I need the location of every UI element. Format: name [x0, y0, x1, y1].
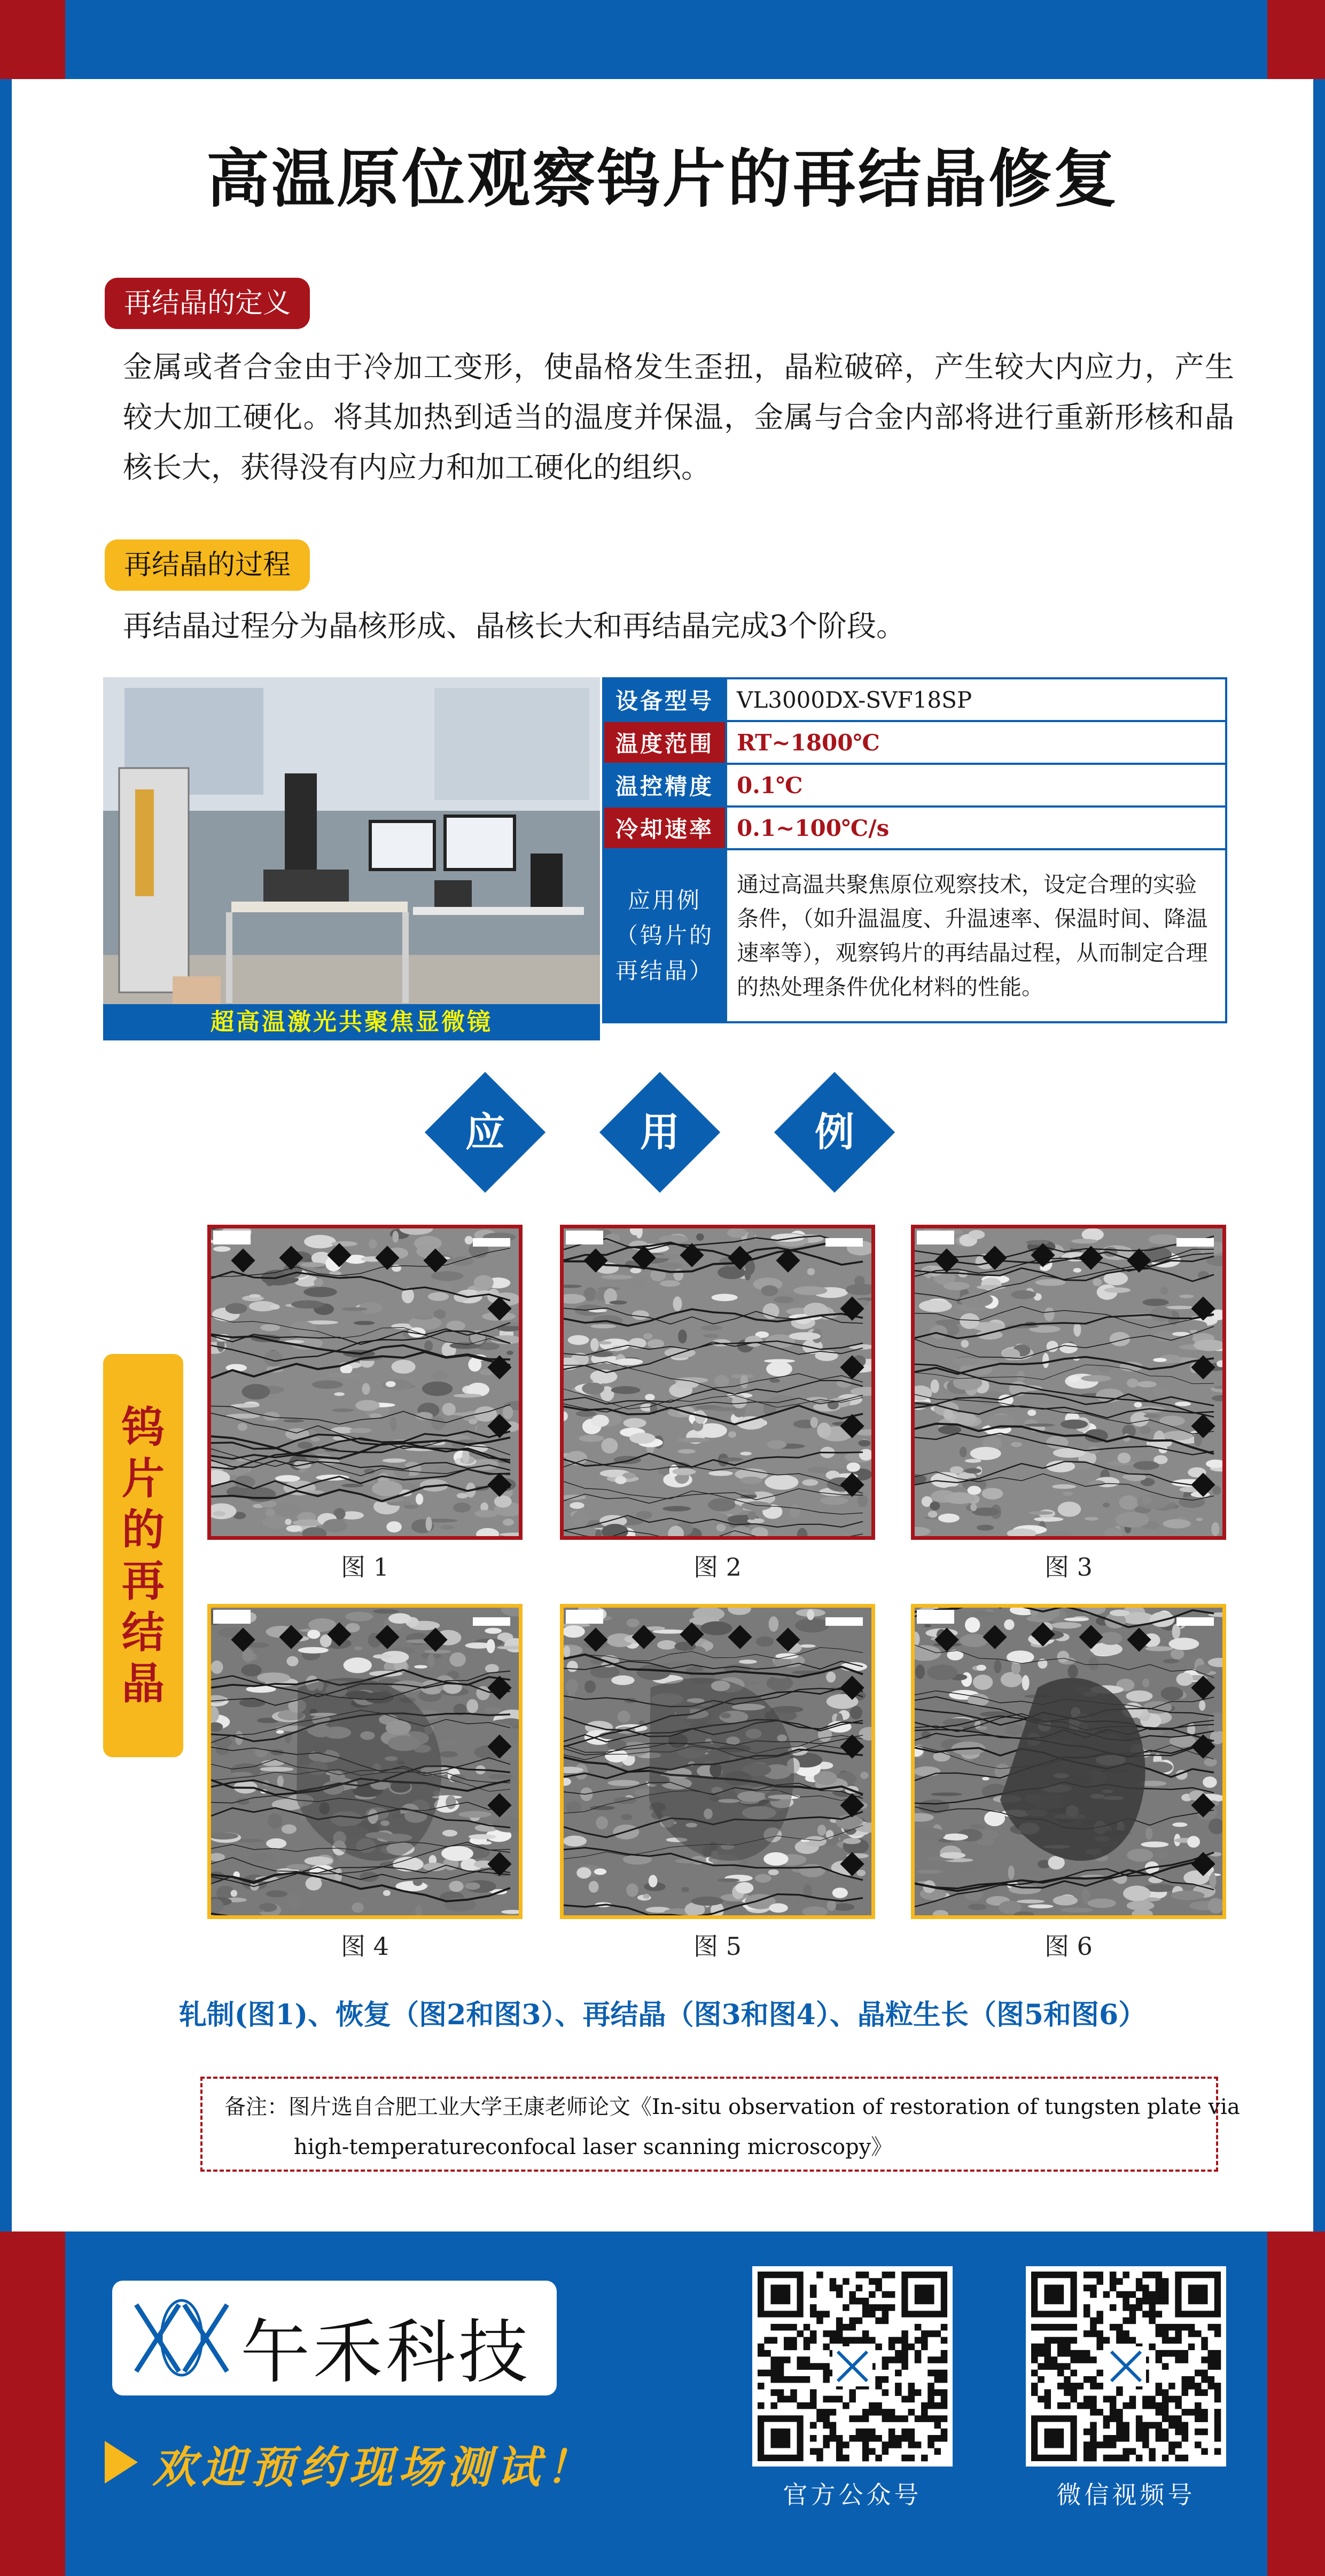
- micrograph-4: [207, 1604, 523, 1919]
- note-line-2: high-temperatureconfocal laser scanning microscopy》: [294, 2135, 893, 2159]
- spec-label: 温控精度: [603, 764, 726, 807]
- diamond-label: 应: [465, 1109, 505, 1155]
- spec-table: [602, 677, 1227, 1023]
- micrograph-2: [560, 1225, 875, 1540]
- spec-value: VL3000DX-SVF18SP: [726, 678, 1226, 721]
- figure-caption: 图 3: [1045, 1553, 1093, 1581]
- company-name: 午禾科技: [240, 2312, 532, 2393]
- definition-tag: 再结晶的定义: [105, 278, 310, 329]
- qr-code-official-account[interactable]: [752, 2266, 953, 2467]
- diamond-label: 例: [815, 1109, 854, 1155]
- page-title: 高温原位观察钨片的再结晶修复: [206, 142, 1119, 216]
- top-red-strip-left: [0, 0, 65, 79]
- equipment-caption: 超高温激光共聚焦显微镜: [103, 1004, 600, 1040]
- note-line-1: 备注：图片选自合肥工业大学王康老师论文《In-situ observation of restoration of tungsten plate via: [224, 2095, 1240, 2119]
- figure-caption: 图 1: [341, 1553, 389, 1581]
- side-border-right: [1313, 79, 1325, 2232]
- qr-caption: 微信视频号: [1056, 2480, 1196, 2509]
- figure-caption: 图 2: [693, 1553, 742, 1581]
- micrograph-5: [560, 1604, 875, 1919]
- application-text: 通过高温共聚焦原位观察技术，设定合理的实验条件，（如升温温度、升温速率、保温时间、降温速率等），观察钨片的再结晶过程，从而制定合理的热处理条件优化材料的性能。: [726, 849, 1226, 1022]
- spec-row: [603, 807, 1226, 849]
- top-red-strip-right: [1267, 0, 1325, 79]
- spec-label: 冷却速率: [603, 807, 726, 849]
- spec-row: [603, 849, 1226, 1022]
- footer-red-strip-right: [1267, 2232, 1325, 2576]
- application-label: 应用例（钨片的再结晶）: [603, 849, 726, 1022]
- side-label: [103, 1354, 183, 1757]
- definition-text: 金属或者合金由于冷加工变形，使晶格发生歪扭，晶粒破碎，产生较大内应力，产生较大加工硬化。将其加热到适当的温度并保温，金属与合金内部将进行重新形核和晶核长大，获得没有内应力和加工硬化的组织。: [123, 350, 1234, 484]
- equipment-photo: [103, 677, 600, 1040]
- micrograph-6: [911, 1604, 1226, 1919]
- spec-row: [603, 678, 1226, 721]
- footer-red-strip-left: [0, 2232, 65, 2576]
- process-tag: 再结晶的过程: [105, 539, 310, 591]
- process-text: 再结晶过程分为晶核形成、晶核长大和再结晶完成3个阶段。: [123, 609, 906, 643]
- qr-caption: 官方公众号: [783, 2480, 922, 2509]
- spec-value: RT~1800℃: [726, 721, 1226, 764]
- qr-code-video-channel[interactable]: [1026, 2266, 1226, 2467]
- micrograph-1: [207, 1225, 523, 1540]
- spec-row: [603, 721, 1226, 764]
- figure-caption: 图 5: [693, 1932, 742, 1961]
- figure-caption: 图 4: [341, 1932, 389, 1961]
- logo-mark-icon: [128, 2294, 235, 2382]
- micrograph-3: [911, 1225, 1226, 1540]
- spec-label: 设备型号: [603, 678, 726, 721]
- welcome-slogan: 欢迎预约现场测试！: [152, 2442, 595, 2493]
- diamond-label: 用: [640, 1109, 680, 1155]
- stage-summary: 轧制(图1)、恢复（图2和图3）、再结晶（图3和图4）、晶粒生长（图5和图6）: [178, 1999, 1147, 2031]
- arrow-right-icon: [105, 2441, 138, 2484]
- spec-value: 0.1~100℃/s: [726, 807, 1226, 849]
- spec-label: 温度范围: [603, 721, 726, 764]
- top-band: [0, 0, 1325, 79]
- side-label-text: 钨片的再结晶: [122, 1402, 165, 1709]
- figure-caption: 图 6: [1045, 1932, 1093, 1961]
- spec-row: [603, 764, 1226, 807]
- spec-value: 0.1℃: [726, 764, 1226, 807]
- side-border-left: [0, 79, 12, 2232]
